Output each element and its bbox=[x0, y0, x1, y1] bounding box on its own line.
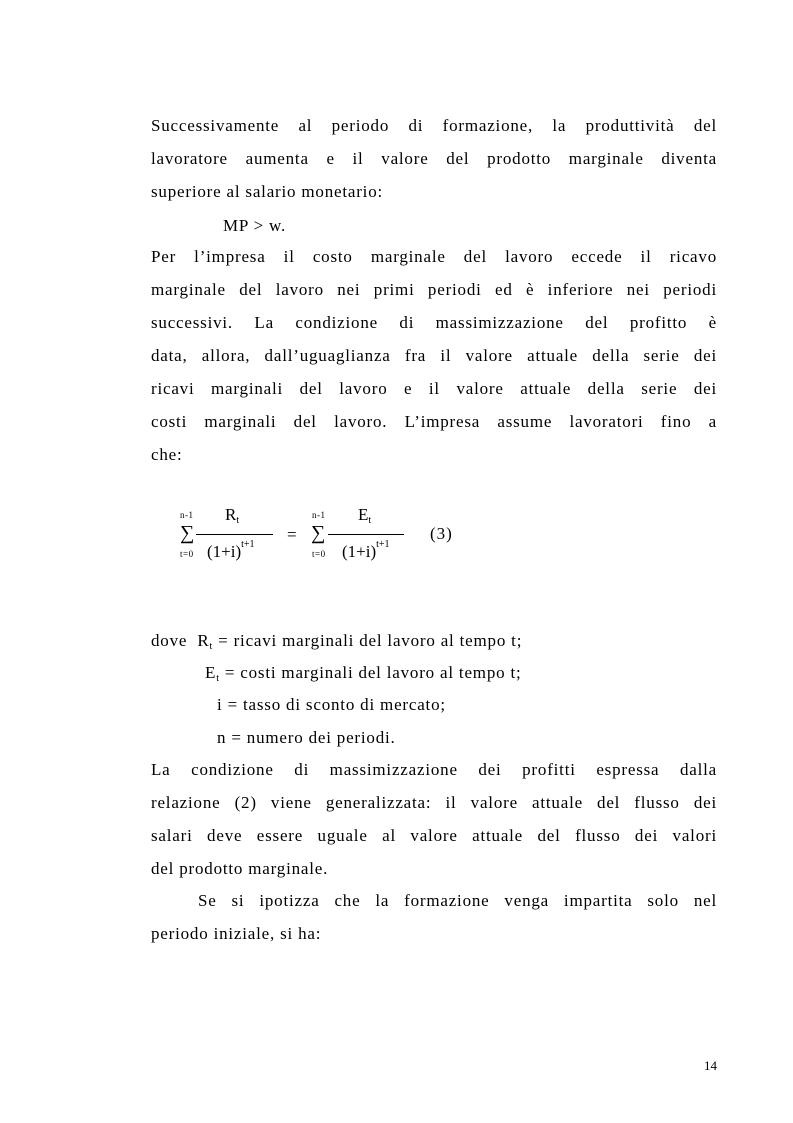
equals-sign: = bbox=[287, 525, 297, 544]
right-numerator: Et bbox=[358, 505, 372, 526]
paragraph-1 bbox=[151, 109, 717, 208]
definition-i: i = tasso di sconto di mercato; bbox=[217, 695, 446, 714]
definition-e bbox=[205, 656, 522, 692]
e-subscript: t bbox=[216, 673, 220, 684]
paragraph-2-line: Per l’impresa il costo marginale del lavoro eccede il ricavo bbox=[151, 247, 717, 266]
paragraph-2-line: marginale del lavoro nei primi periodi ed è inferiore nei periodi bbox=[151, 280, 717, 299]
e-definition: = costi marginali del lavoro al tempo t; bbox=[219, 663, 522, 682]
paragraph-3-line: La condizione di massimizzazione dei profitti espressa dalla bbox=[151, 760, 717, 779]
paragraph-1-line: Successivamente al periodo di formazione, la produttività del bbox=[151, 116, 717, 135]
paragraph-2-line: successivi. La condizione di massimizzazione del profitto è bbox=[151, 313, 717, 332]
left-denominator: $(1+i)^{t+1}$ bbox=[207, 539, 255, 561]
paragraph-2-line: costi marginali del lavoro. L’impresa assume lavoratori fino a bbox=[151, 412, 717, 431]
paragraph-1-line: lavoratore aumenta e il valore del prodotto marginale diventa bbox=[151, 149, 717, 168]
r-subscript: t bbox=[209, 641, 214, 652]
definition-n: n = numero dei periodi. bbox=[217, 728, 396, 747]
paragraph-4-line: Se si ipotizza che la formazione venga impartita solo nel bbox=[198, 891, 717, 910]
right-denominator: $(1+i)^{t+1}$ bbox=[342, 539, 390, 561]
right-sum-lower-limit: t=0 bbox=[312, 549, 326, 559]
equation-3 bbox=[180, 500, 480, 570]
paragraph-2-line: che: bbox=[151, 445, 183, 464]
right-fraction-bar bbox=[328, 534, 404, 535]
paragraph-4 bbox=[151, 884, 717, 950]
paragraph-3-line: del prodotto marginale. bbox=[151, 859, 329, 878]
paragraph-2-line: data, allora, dall’uguaglianza fra il valore attuale della serie dei bbox=[151, 346, 717, 365]
paragraph-3-line: salari deve essere uguale al valore attuale del flusso dei valori bbox=[151, 826, 717, 845]
left-sum-lower-limit: t=0 bbox=[180, 549, 194, 559]
left-numerator: Rt bbox=[225, 505, 240, 526]
right-sum-upper-limit: n-1 bbox=[312, 510, 326, 520]
r-symbol: R bbox=[197, 631, 210, 650]
page-number: 14 bbox=[704, 1058, 717, 1073]
paragraph-3 bbox=[151, 753, 717, 885]
definition-r bbox=[151, 624, 522, 660]
left-sum-upper-limit: n-1 bbox=[180, 510, 194, 520]
right-sigma: ∑ bbox=[311, 522, 326, 544]
paragraph-4-line: periodo iniziale, si ha: bbox=[151, 924, 322, 943]
left-sigma: ∑ bbox=[180, 522, 195, 544]
paragraph-2-line: ricavi marginali del lavoro e il valore attuale della serie dei bbox=[151, 379, 717, 398]
paragraph-3-line: relazione (2) viene generalizzata: il valore attuale del flusso dei bbox=[151, 793, 717, 812]
r-definition: = ricavi marginali del lavoro al tempo t; bbox=[213, 631, 523, 650]
paragraph-1-line: superiore al salario monetario: bbox=[151, 182, 384, 201]
left-fraction-bar bbox=[196, 534, 273, 535]
dove-label: dove bbox=[151, 631, 188, 650]
paragraph-2 bbox=[151, 240, 717, 471]
inequality-mp-w: MP > w. bbox=[223, 216, 287, 235]
equation-number: (3) bbox=[430, 524, 453, 543]
e-symbol: E bbox=[205, 663, 217, 682]
